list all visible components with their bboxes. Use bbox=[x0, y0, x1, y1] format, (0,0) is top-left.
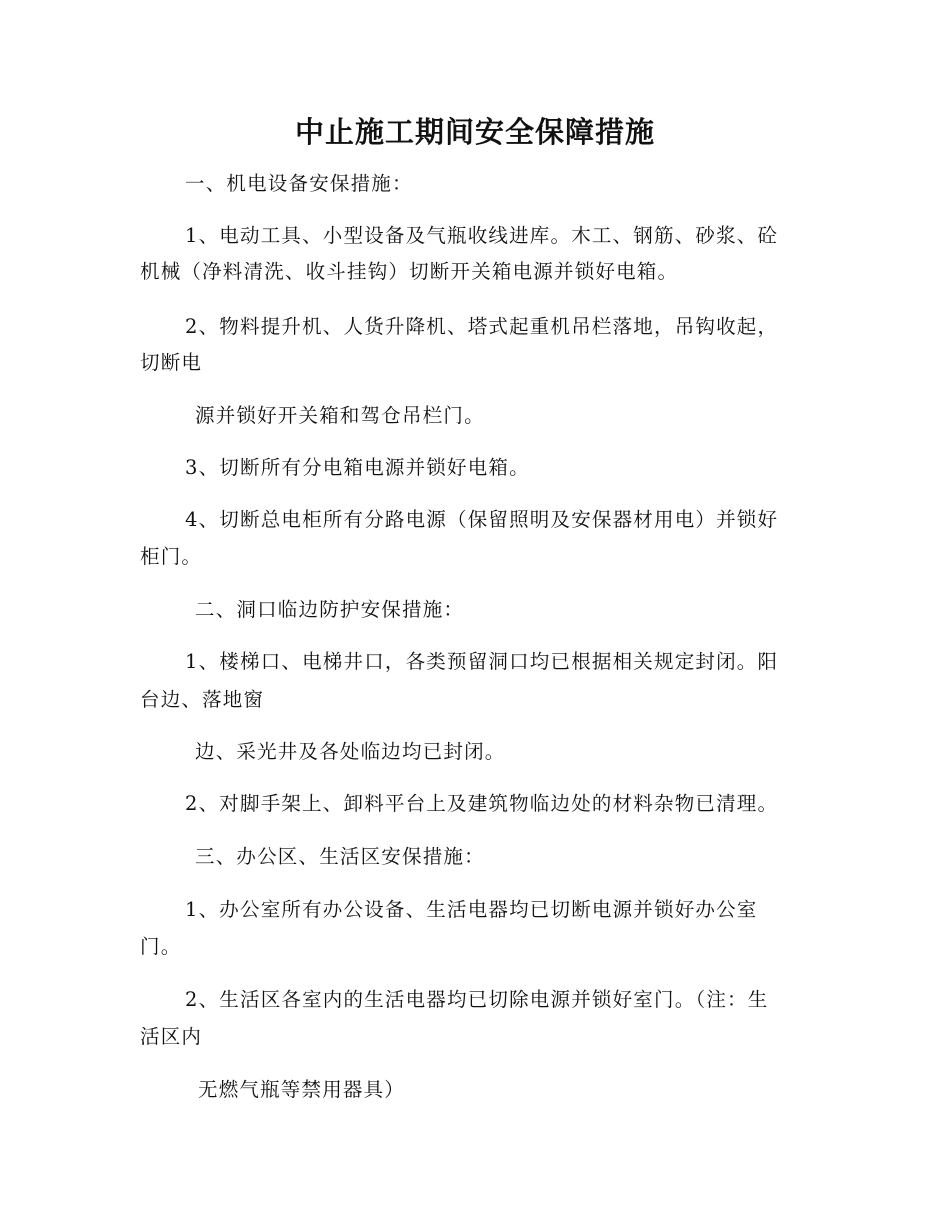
section-heading-3: 三、办公区、生活区安保措施： bbox=[195, 845, 485, 868]
paragraph-line: 活区内 bbox=[140, 1025, 203, 1048]
paragraph-line: 机械（净料清洗、收斗挂钩）切断开关箱电源并锁好电箱。 bbox=[140, 260, 679, 283]
paragraph-line: 2、物料提升机、人货升降机、塔式起重机吊栏落地，吊钩收起， bbox=[185, 315, 779, 338]
paragraph-line: 1、楼梯口、电梯井口，各类预留洞口均已根据相关规定封闭。阳 bbox=[185, 650, 779, 673]
paragraph-line: 门。 bbox=[140, 935, 182, 958]
paragraph-line: 柜门。 bbox=[140, 545, 203, 568]
paragraph-line: 3、切断所有分电箱电源并锁好电箱。 bbox=[185, 456, 530, 479]
paragraph-line: 台边、落地窗 bbox=[140, 688, 265, 711]
paragraph-line: 1、电动工具、小型设备及气瓶收线进库。木工、钢筋、砂浆、砼 bbox=[185, 224, 779, 247]
section-heading-2: 二、洞口临边防护安保措施： bbox=[195, 598, 465, 621]
paragraph-line: 源并锁好开关箱和驾仓吊栏门。 bbox=[195, 404, 485, 427]
section-heading-1: 一、机电设备安保措施： bbox=[185, 172, 413, 195]
paragraph-line: 1、办公室所有办公设备、生活电器均已切断电源并锁好办公室 bbox=[185, 898, 758, 921]
paragraph-line: 4、切断总电柜所有分路电源（保留照明及安保器材用电）并锁好 bbox=[185, 508, 779, 531]
paragraph-line: 切断电 bbox=[140, 351, 203, 374]
paragraph-line: 2、对脚手架上、卸料平台上及建筑物临边处的材料杂物已清理。 bbox=[185, 792, 779, 815]
paragraph-line: 边、采光井及各处临边均已封闭。 bbox=[195, 740, 506, 763]
paragraph-line: 无燃气瓶等禁用器具） bbox=[198, 1078, 406, 1101]
paragraph-line: 2、生活区各室内的生活电器均已切除电源并锁好室门。（注：生 bbox=[185, 988, 769, 1011]
document-title: 中止施工期间安全保障措施 bbox=[294, 115, 655, 149]
